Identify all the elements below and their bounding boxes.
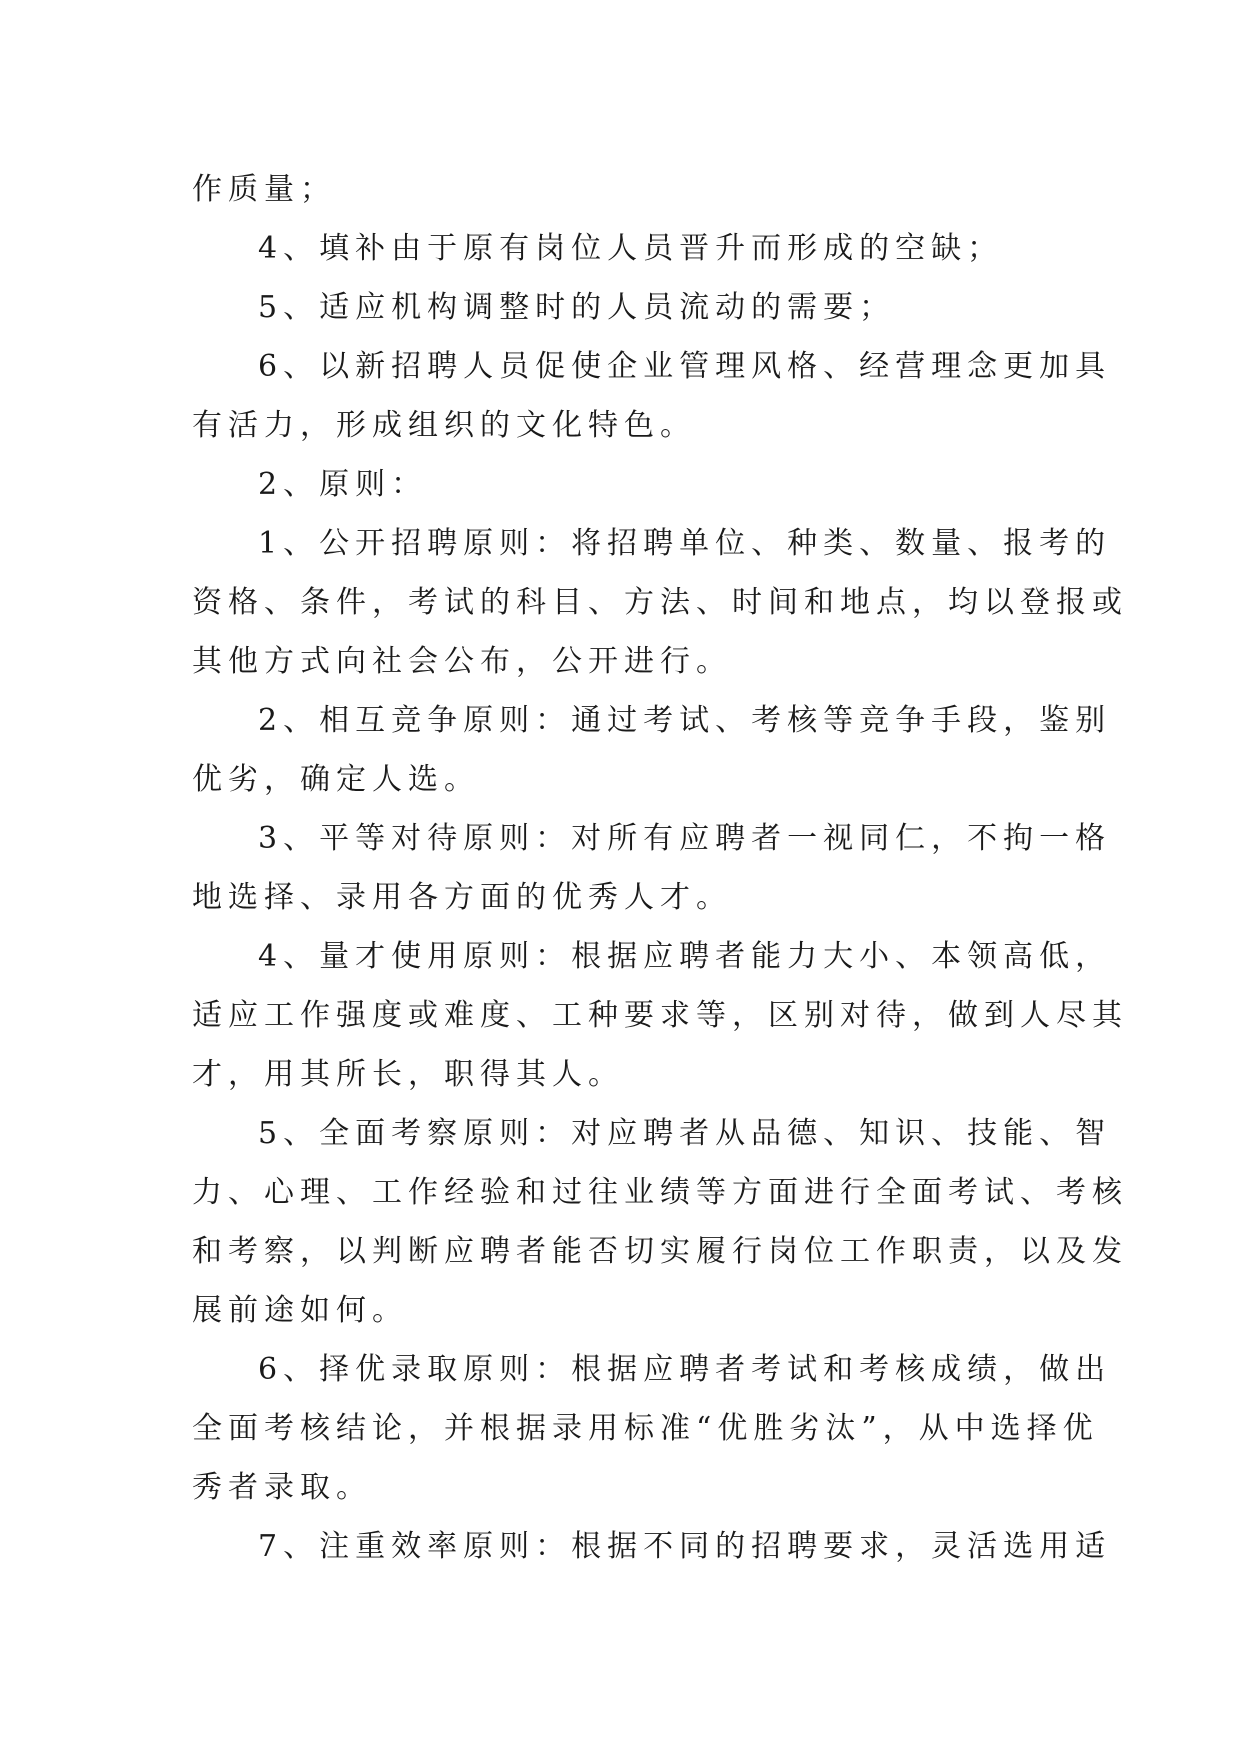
text-line: 2、相互竞争原则：通过考试、考核等竞争手段，鉴别 bbox=[258, 703, 1112, 738]
text-line: 6、择优录取原则：根据应聘者考试和考核成绩，做出 bbox=[258, 1352, 1112, 1387]
text-line: 1、公开招聘原则：将招聘单位、种类、数量、报考的 bbox=[258, 526, 1112, 561]
text-line: 展前途如何。 bbox=[192, 1293, 408, 1328]
text-line: 其他方式向社会公布，公开进行。 bbox=[192, 644, 732, 679]
text-line: 4、量才使用原则：根据应聘者能力大小、本领高低， bbox=[258, 939, 1112, 974]
document-body bbox=[192, 160, 1128, 1576]
text-line: 资格、条件，考试的科目、方法、时间和地点，均以登报或 bbox=[192, 585, 1128, 620]
section-heading: 2、原则： bbox=[258, 467, 428, 502]
text-line: 全面考核结论，并根据录用标准“优胜劣汰”，从中选择优 bbox=[192, 1411, 1099, 1446]
text-line: 力、心理、工作经验和过往业绩等方面进行全面考试、考核 bbox=[192, 1175, 1128, 1210]
text-line: 5、全面考察原则：对应聘者从品德、知识、技能、智 bbox=[258, 1116, 1112, 1151]
text-line: 适应工作强度或难度、工种要求等，区别对待，做到人尽其 bbox=[192, 998, 1128, 1033]
text-line: 优劣，确定人选。 bbox=[192, 762, 480, 797]
text-line: 5、适应机构调整时的人员流动的需要； bbox=[258, 290, 896, 325]
text-line: 才，用其所长，职得其人。 bbox=[192, 1057, 624, 1092]
text-line: 6、以新招聘人员促使企业管理风格、经营理念更加具 bbox=[258, 349, 1112, 384]
text-line: 作质量； bbox=[192, 172, 336, 207]
text-line: 有活力，形成组织的文化特色。 bbox=[192, 408, 696, 443]
text-line: 和考察，以判断应聘者能否切实履行岗位工作职责，以及发 bbox=[192, 1234, 1128, 1269]
text-line: 秀者录取。 bbox=[192, 1470, 372, 1505]
text-line: 3、平等对待原则：对所有应聘者一视同仁，不拘一格 bbox=[258, 821, 1112, 856]
text-line: 7、注重效率原则：根据不同的招聘要求，灵活选用适 bbox=[258, 1529, 1112, 1564]
text-line: 4、填补由于原有岗位人员晋升而形成的空缺； bbox=[258, 231, 1004, 266]
text-line: 地选择、录用各方面的优秀人才。 bbox=[192, 880, 732, 915]
